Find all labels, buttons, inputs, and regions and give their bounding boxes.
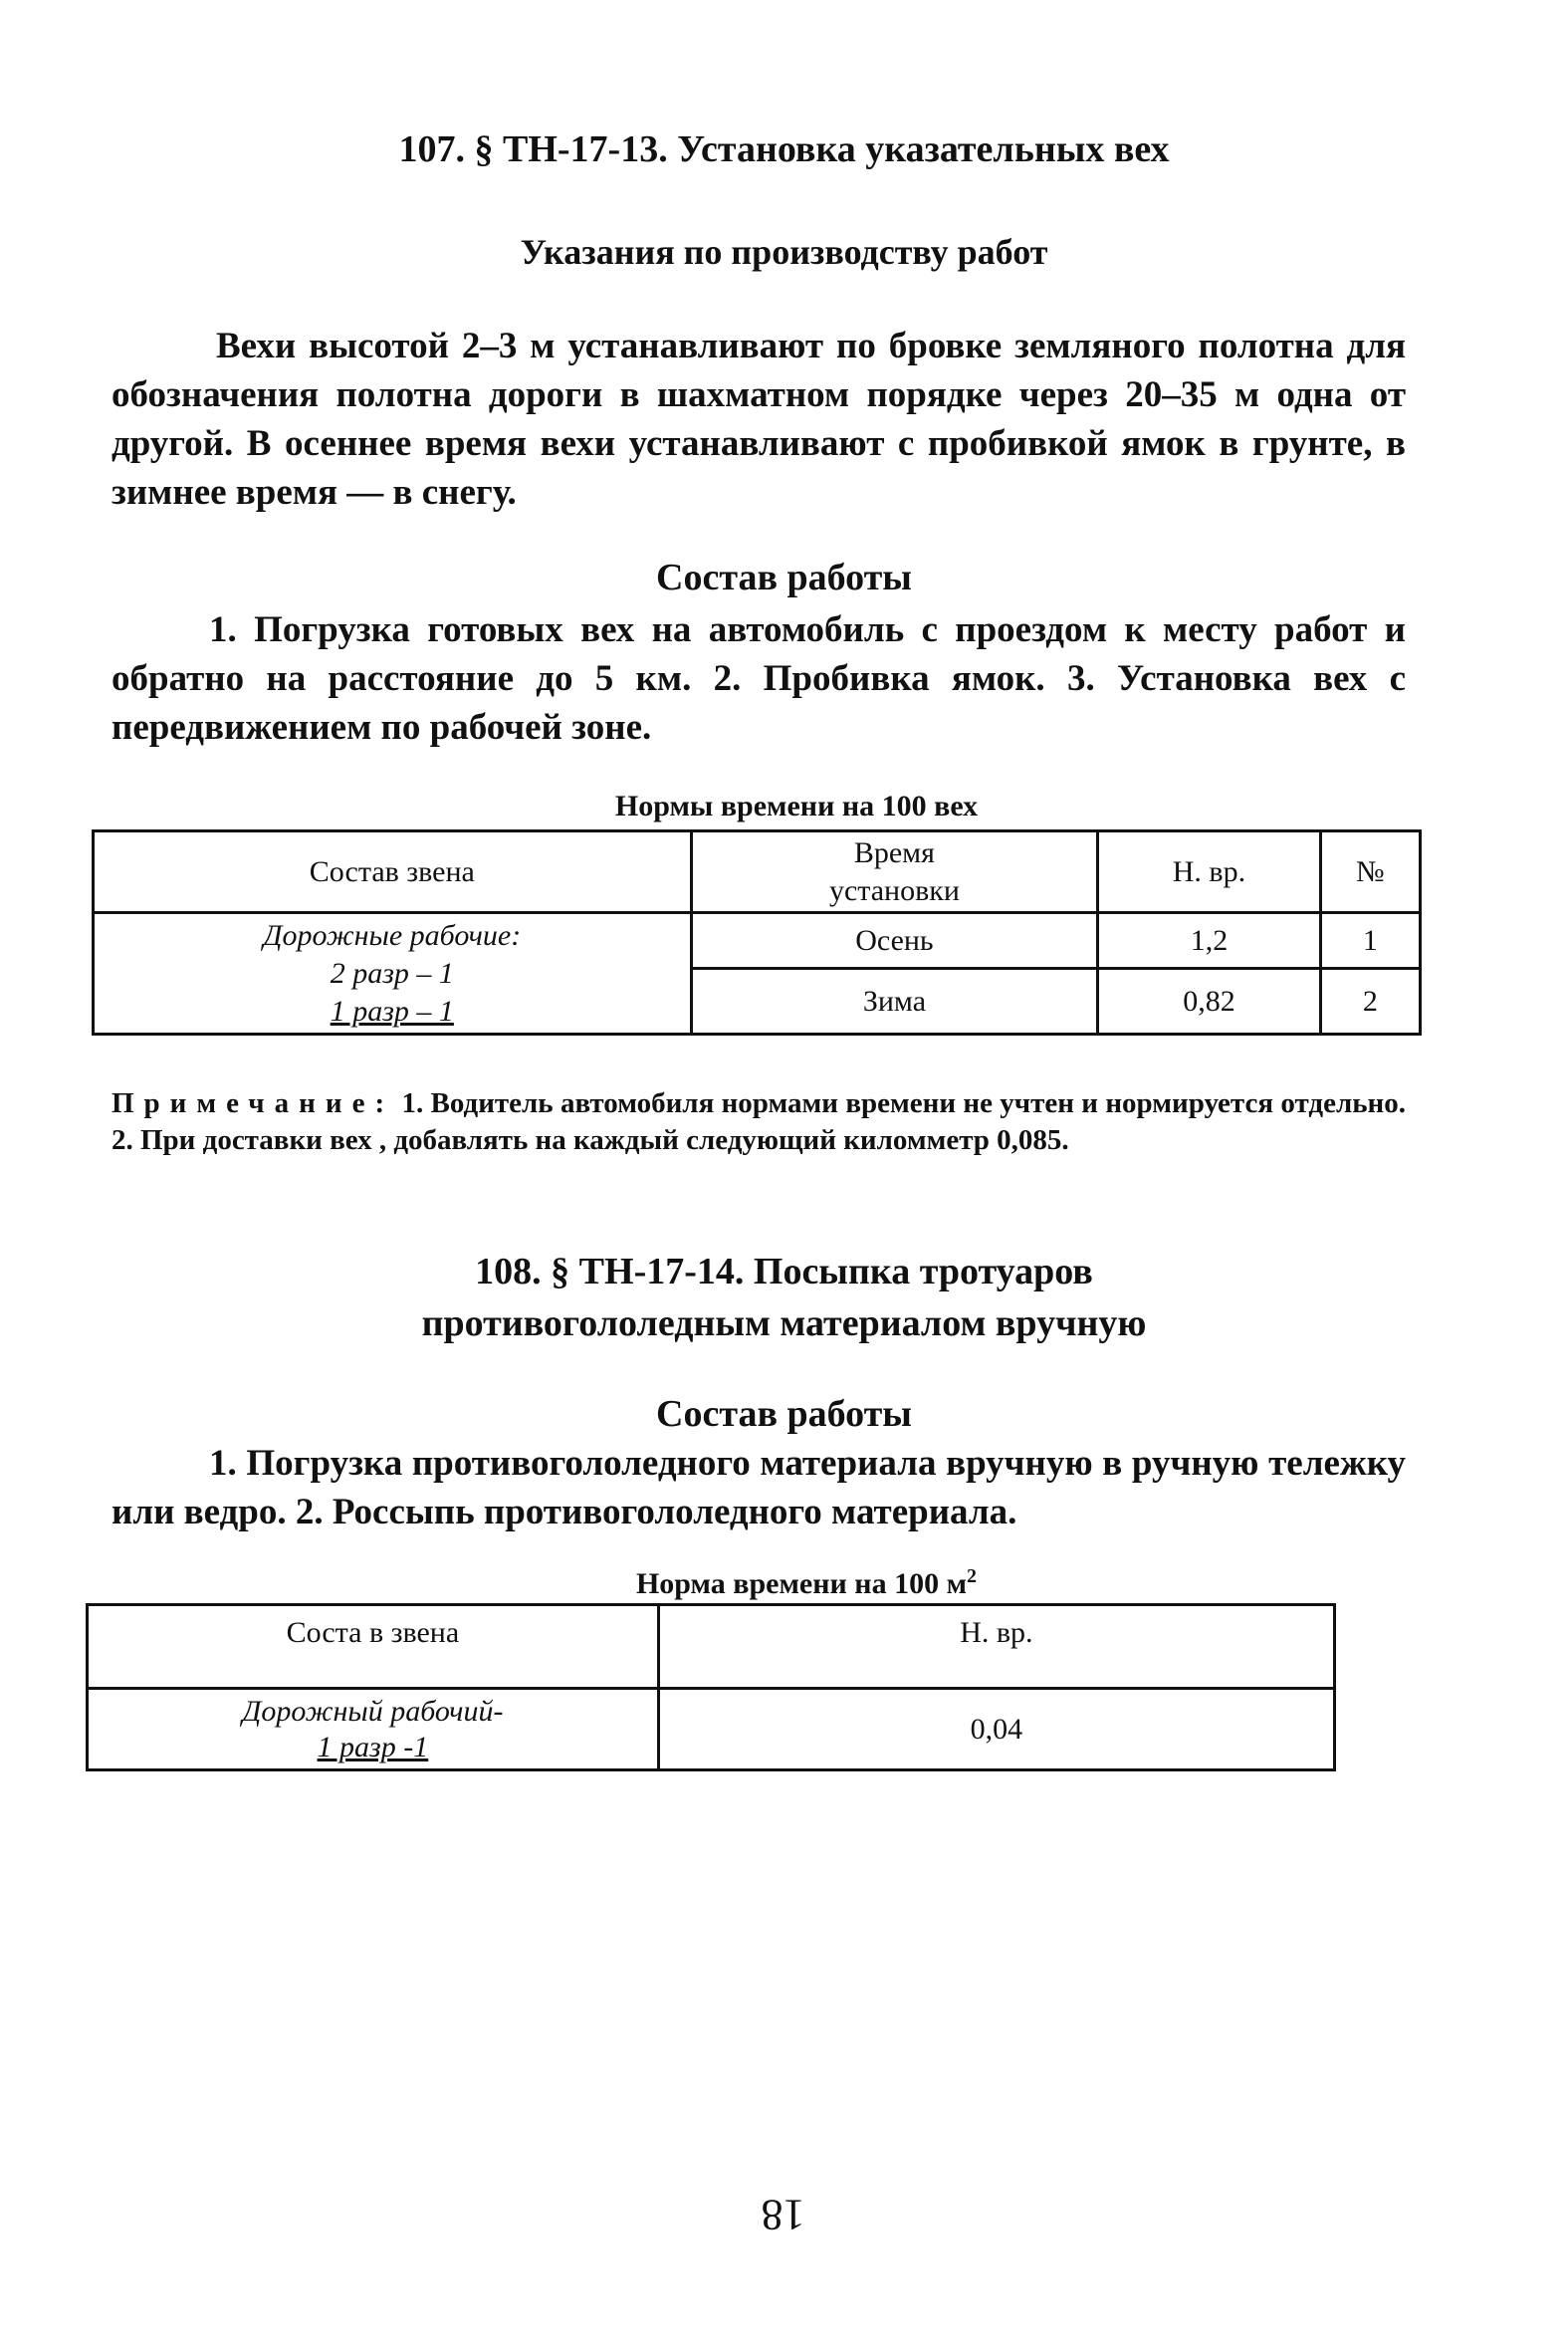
table-caption-107: Нормы времени на 100 вех: [614, 790, 979, 822]
crew-cell: [94, 913, 692, 1035]
header-norm: Н. вр.: [1098, 831, 1320, 913]
section-108-title-line-2: противогололедным материалом вручную: [421, 1302, 1147, 1344]
note-107: [112, 1085, 1406, 1159]
header-crew: Состав звена: [94, 831, 692, 913]
page-number: 18: [761, 2191, 805, 2239]
instructions-paragraph: [112, 322, 1406, 517]
norms-table-107: [92, 829, 1422, 1036]
header-time-text: Время установки: [828, 835, 960, 907]
table-caption-108-sup: 2: [967, 1565, 978, 1587]
header-crew-108: Соста в звена: [88, 1605, 659, 1689]
section-107-title: 107. § ТН-17-13. Установка указательных вех: [398, 128, 1170, 170]
header-time: [691, 831, 1098, 913]
row-2-num: 2: [1320, 969, 1420, 1035]
crew-line-2: 2 разр – 1: [330, 956, 454, 990]
crew-line-3: 1 разр – 1: [330, 994, 454, 1028]
instructions-text: Вехи высотой 2–3 м устанавливают по бровке земляного полотна для обозначения полотна дороги в шахматном порядке через 20–35 м одна от другой. В осеннее время вехи устанавливают с пробивкой ямок в грунте, в зимнее время — в снегу.: [112, 326, 1406, 513]
table-caption-108: [597, 1565, 1015, 1601]
row-1-time: Осень: [691, 913, 1098, 969]
instructions-heading: Указания по производству работ: [520, 232, 1048, 272]
work-paragraph-107: [112, 605, 1406, 752]
norm-cell-108: 0,04: [658, 1689, 1334, 1770]
norms-table-108: [86, 1603, 1336, 1771]
row-2-norm: 0,82: [1098, 969, 1320, 1035]
note-text: 1. Водитель автомобиля нормами времени не учтен и нормируется отдельно. 2. При доставки вех , добавлять на каждый следующий киломметр 0,085.: [112, 1087, 1407, 1156]
crew-line-1: Дорожные рабочие:: [263, 918, 522, 952]
header-norm-108: Н. вр.: [658, 1605, 1334, 1689]
row-1-norm: 1,2: [1098, 913, 1320, 969]
note-label: Примечание:: [112, 1087, 395, 1119]
header-num: №: [1320, 831, 1420, 913]
row-2-time: Зима: [691, 969, 1098, 1035]
crew-108-line-1: Дорожный рабочий-: [242, 1694, 504, 1728]
work-text-108: 1. Погрузка противогололедного материала вручную в ручную тележку или ведро. 2. Россыпь противогололедного материала.: [112, 1443, 1406, 1532]
work-paragraph-108: [112, 1439, 1406, 1536]
work-heading-108: Состав работы: [656, 1393, 912, 1435]
section-108-title-line-1: 108. § ТН-17-14. Посыпка тротуаров: [475, 1251, 1093, 1292]
work-heading-107: Состав работы: [656, 557, 912, 598]
row-1-num: 1: [1320, 913, 1420, 969]
table-caption-108-text: Норма времени на 100 м: [635, 1567, 968, 1600]
work-text-107: 1. Погрузка готовых вех на автомобиль с проездом к месту работ и обратно на расстояние до 5 км. 2. Пробивка ямок. 3. Установка вех с передвижением по рабочей зоне.: [112, 609, 1406, 748]
crew-cell-108: [88, 1689, 659, 1770]
crew-108-line-2: 1 разр -1: [317, 1730, 429, 1763]
